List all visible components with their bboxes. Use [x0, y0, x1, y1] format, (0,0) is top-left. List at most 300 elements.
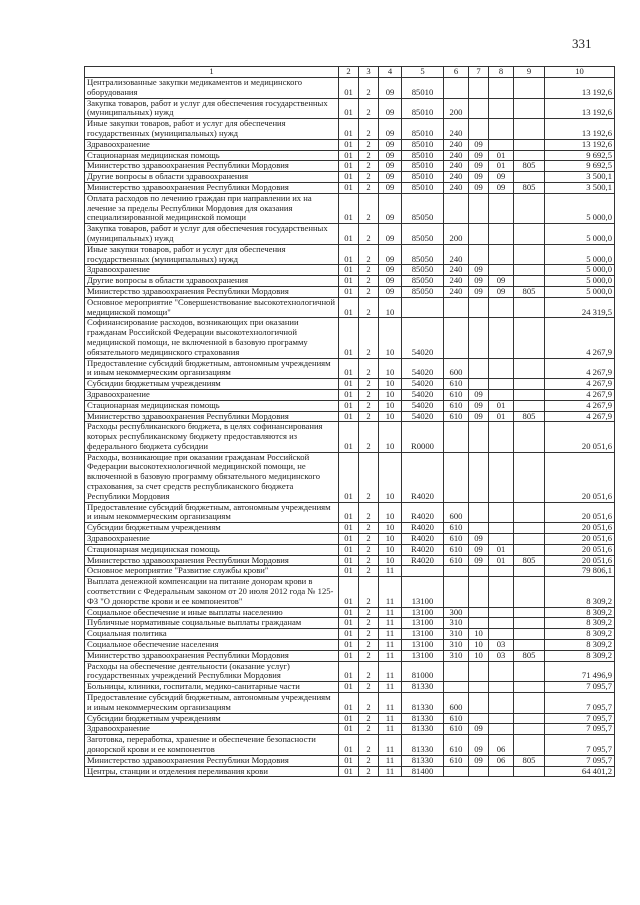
- code-subsection: [489, 139, 514, 150]
- code-section: [469, 297, 489, 318]
- code-section: [469, 661, 489, 682]
- code-expense-type: [444, 452, 469, 502]
- code-event: 11: [379, 713, 402, 724]
- code-direction: 81400: [402, 766, 444, 777]
- code-program: 01: [339, 379, 359, 390]
- code-subprogram: 2: [359, 411, 379, 422]
- code-direction: 85050: [402, 276, 444, 287]
- code-direction: 54020: [402, 379, 444, 390]
- table-row: [85, 244, 615, 265]
- code-section: 09: [469, 400, 489, 411]
- code-direction: 81330: [402, 755, 444, 766]
- code-direction: 54020: [402, 358, 444, 379]
- amount: 20 051,6: [545, 534, 615, 545]
- code-section: [469, 682, 489, 693]
- code-subprogram: 2: [359, 607, 379, 618]
- code-section: 09: [469, 286, 489, 297]
- code-ministry: [514, 265, 545, 276]
- code-section: 09: [469, 724, 489, 735]
- code-program: 01: [339, 724, 359, 735]
- code-event: 09: [379, 150, 402, 161]
- table-row: [85, 411, 615, 422]
- code-subsection: [489, 297, 514, 318]
- code-subsection: [489, 265, 514, 276]
- amount: 8 309,2: [545, 618, 615, 629]
- code-direction: 54020: [402, 400, 444, 411]
- row-name: Субсидии бюджетным учреждениям: [85, 379, 339, 390]
- code-subprogram: 2: [359, 286, 379, 297]
- row-name: Иные закупки товаров, работ и услуг для обеспечения государственных (муниципальных) нужд: [85, 119, 339, 140]
- code-event: 11: [379, 618, 402, 629]
- amount: 20 051,6: [545, 544, 615, 555]
- code-program: 01: [339, 544, 359, 555]
- code-program: 01: [339, 555, 359, 566]
- code-event: 11: [379, 755, 402, 766]
- code-subsection: 01: [489, 555, 514, 566]
- code-direction: 85010: [402, 150, 444, 161]
- code-direction: 54020: [402, 318, 444, 358]
- code-subsection: 01: [489, 544, 514, 555]
- code-ministry: [514, 682, 545, 693]
- code-subsection: [489, 724, 514, 735]
- code-ministry: [514, 640, 545, 651]
- code-expense-type: [444, 193, 469, 223]
- code-subsection: 09: [489, 182, 514, 193]
- code-program: 01: [339, 618, 359, 629]
- code-ministry: [514, 534, 545, 545]
- code-event: 10: [379, 411, 402, 422]
- code-expense-type: 610: [444, 544, 469, 555]
- column-header: 2: [339, 67, 359, 78]
- table-row: [85, 523, 615, 534]
- table-row: [85, 318, 615, 358]
- code-section: [469, 577, 489, 607]
- code-program: 01: [339, 400, 359, 411]
- code-subsection: 03: [489, 640, 514, 651]
- code-ministry: [514, 244, 545, 265]
- code-event: 10: [379, 318, 402, 358]
- code-ministry: [514, 713, 545, 724]
- code-expense-type: 600: [444, 358, 469, 379]
- code-direction: 85010: [402, 98, 444, 119]
- code-ministry: [514, 577, 545, 607]
- amount: 8 309,2: [545, 607, 615, 618]
- code-ministry: [514, 98, 545, 119]
- code-direction: 85050: [402, 193, 444, 223]
- row-name: Публичные нормативные социальные выплаты гражданам: [85, 618, 339, 629]
- amount: 20 051,6: [545, 452, 615, 502]
- code-expense-type: [444, 577, 469, 607]
- code-expense-type: 310: [444, 618, 469, 629]
- row-name: Министерство здравоохранения Республики Мордовия: [85, 650, 339, 661]
- amount: 8 309,2: [545, 650, 615, 661]
- code-expense-type: 610: [444, 724, 469, 735]
- code-subsection: [489, 682, 514, 693]
- amount: 8 309,2: [545, 629, 615, 640]
- code-ministry: [514, 607, 545, 618]
- code-section: [469, 618, 489, 629]
- code-event: 10: [379, 422, 402, 452]
- code-subsection: [489, 502, 514, 523]
- code-event: 10: [379, 297, 402, 318]
- amount: 64 401,2: [545, 766, 615, 777]
- amount: 7 095,7: [545, 713, 615, 724]
- code-subsection: 09: [489, 286, 514, 297]
- row-name: Основное мероприятие "Совершенствование высокотехнологичной медицинской помощи": [85, 297, 339, 318]
- code-program: 01: [339, 682, 359, 693]
- code-section: 10: [469, 629, 489, 640]
- code-subprogram: 2: [359, 766, 379, 777]
- code-ministry: 805: [514, 286, 545, 297]
- table-row: [85, 182, 615, 193]
- row-name: Другие вопросы в области здравоохранения: [85, 172, 339, 183]
- code-direction: 85010: [402, 139, 444, 150]
- code-section: [469, 523, 489, 534]
- code-section: 09: [469, 265, 489, 276]
- code-direction: 13100: [402, 618, 444, 629]
- code-subsection: 09: [489, 172, 514, 183]
- amount: 3 500,1: [545, 172, 615, 183]
- code-section: [469, 607, 489, 618]
- code-program: 01: [339, 224, 359, 245]
- code-direction: 81330: [402, 693, 444, 714]
- row-name: Софинансирование расходов, возникающих при оказании гражданам Российской Федерации высокотехнологичной медицинской помощи, не включенной в базовую программу обязательного медицинского страхования: [85, 318, 339, 358]
- amount: 7 095,7: [545, 682, 615, 693]
- code-direction: R0000: [402, 422, 444, 452]
- code-subprogram: 2: [359, 276, 379, 287]
- code-ministry: [514, 150, 545, 161]
- code-subsection: [489, 379, 514, 390]
- code-section: 09: [469, 555, 489, 566]
- code-direction: 85010: [402, 172, 444, 183]
- table-header-row: [85, 67, 615, 78]
- table-row: [85, 735, 615, 756]
- code-section: 09: [469, 411, 489, 422]
- code-program: 01: [339, 78, 359, 99]
- code-program: 01: [339, 318, 359, 358]
- code-expense-type: 610: [444, 755, 469, 766]
- code-program: 01: [339, 411, 359, 422]
- amount: 13 192,6: [545, 139, 615, 150]
- amount: 4 267,9: [545, 400, 615, 411]
- code-ministry: [514, 78, 545, 99]
- code-expense-type: [444, 318, 469, 358]
- row-name: Стационарная медицинская помощь: [85, 150, 339, 161]
- code-subsection: [489, 566, 514, 577]
- code-subprogram: 2: [359, 297, 379, 318]
- row-name: Стационарная медицинская помощь: [85, 400, 339, 411]
- code-section: [469, 98, 489, 119]
- code-section: 09: [469, 182, 489, 193]
- code-event: 11: [379, 640, 402, 651]
- code-event: 09: [379, 161, 402, 172]
- row-name: Здравоохранение: [85, 265, 339, 276]
- code-program: 01: [339, 119, 359, 140]
- code-ministry: 805: [514, 161, 545, 172]
- code-subprogram: 2: [359, 724, 379, 735]
- code-direction: 13100: [402, 577, 444, 607]
- code-program: 01: [339, 297, 359, 318]
- amount: 8 309,2: [545, 640, 615, 651]
- code-direction: 85050: [402, 265, 444, 276]
- code-expense-type: [444, 422, 469, 452]
- column-header: 9: [514, 67, 545, 78]
- code-section: [469, 379, 489, 390]
- code-direction: 81330: [402, 735, 444, 756]
- code-subsection: [489, 119, 514, 140]
- code-subprogram: 2: [359, 389, 379, 400]
- code-subprogram: 2: [359, 422, 379, 452]
- row-name: Заготовка, переработка, хранение и обеспечение безопасности донорской крови и ее компонентов: [85, 735, 339, 756]
- code-event: 10: [379, 523, 402, 534]
- row-name: Социальная политика: [85, 629, 339, 640]
- code-event: 09: [379, 193, 402, 223]
- code-direction: 85010: [402, 182, 444, 193]
- code-event: 11: [379, 735, 402, 756]
- code-subsection: [489, 607, 514, 618]
- code-ministry: 805: [514, 755, 545, 766]
- code-subsection: [489, 389, 514, 400]
- row-name: Министерство здравоохранения Республики Мордовия: [85, 182, 339, 193]
- row-name: Закупка товаров, работ и услуг для обеспечения государственных (муниципальных) нужд: [85, 98, 339, 119]
- code-ministry: [514, 502, 545, 523]
- code-program: 01: [339, 389, 359, 400]
- code-subprogram: 2: [359, 98, 379, 119]
- code-subsection: [489, 318, 514, 358]
- code-program: 01: [339, 534, 359, 545]
- code-section: [469, 566, 489, 577]
- code-ministry: [514, 297, 545, 318]
- column-header: 3: [359, 67, 379, 78]
- code-expense-type: 610: [444, 400, 469, 411]
- code-event: 09: [379, 224, 402, 245]
- code-ministry: [514, 661, 545, 682]
- code-event: 09: [379, 182, 402, 193]
- code-program: 01: [339, 523, 359, 534]
- code-subprogram: 2: [359, 650, 379, 661]
- code-ministry: [514, 629, 545, 640]
- code-direction: 13100: [402, 640, 444, 651]
- code-program: 01: [339, 286, 359, 297]
- code-expense-type: 200: [444, 98, 469, 119]
- amount: 4 267,9: [545, 379, 615, 390]
- amount: 13 192,6: [545, 78, 615, 99]
- amount: 79 806,1: [545, 566, 615, 577]
- row-name: Выплата денежной компенсации на питание донорам крови в соответствии с Федеральным законом от 20 июля 2012 года № 125-ФЗ "О донорстве крови и ее компонентов": [85, 577, 339, 607]
- amount: 20 051,6: [545, 523, 615, 534]
- code-subsection: [489, 693, 514, 714]
- code-subprogram: 2: [359, 544, 379, 555]
- code-subsection: [489, 523, 514, 534]
- code-direction: R4020: [402, 534, 444, 545]
- code-subsection: [489, 224, 514, 245]
- row-name: Министерство здравоохранения Республики Мордовия: [85, 286, 339, 297]
- code-expense-type: 240: [444, 119, 469, 140]
- code-direction: R4020: [402, 523, 444, 534]
- code-event: 10: [379, 534, 402, 545]
- code-expense-type: 300: [444, 607, 469, 618]
- code-ministry: [514, 566, 545, 577]
- row-name: Стационарная медицинская помощь: [85, 544, 339, 555]
- amount: 7 095,7: [545, 735, 615, 756]
- code-section: 09: [469, 150, 489, 161]
- code-subprogram: 2: [359, 682, 379, 693]
- code-section: [469, 244, 489, 265]
- table-row: [85, 150, 615, 161]
- code-subprogram: 2: [359, 555, 379, 566]
- code-ministry: [514, 119, 545, 140]
- code-program: 01: [339, 502, 359, 523]
- code-expense-type: [444, 682, 469, 693]
- row-name: Здравоохранение: [85, 139, 339, 150]
- table-row: [85, 193, 615, 223]
- code-program: 01: [339, 244, 359, 265]
- code-event: 09: [379, 98, 402, 119]
- column-header: 6: [444, 67, 469, 78]
- code-subprogram: 2: [359, 566, 379, 577]
- code-subsection: [489, 713, 514, 724]
- amount: 9 692,5: [545, 161, 615, 172]
- code-direction: R4020: [402, 555, 444, 566]
- code-subprogram: 2: [359, 318, 379, 358]
- code-expense-type: [444, 297, 469, 318]
- code-ministry: [514, 193, 545, 223]
- code-expense-type: 610: [444, 713, 469, 724]
- amount: 8 309,2: [545, 577, 615, 607]
- code-expense-type: 200: [444, 224, 469, 245]
- code-event: 11: [379, 566, 402, 577]
- code-ministry: [514, 693, 545, 714]
- code-direction: 85050: [402, 286, 444, 297]
- table-row: [85, 139, 615, 150]
- amount: 3 500,1: [545, 182, 615, 193]
- code-subsection: [489, 244, 514, 265]
- code-ministry: [514, 389, 545, 400]
- amount: 4 267,9: [545, 411, 615, 422]
- table-row: [85, 400, 615, 411]
- code-expense-type: 610: [444, 379, 469, 390]
- code-ministry: 805: [514, 411, 545, 422]
- row-name: Здравоохранение: [85, 534, 339, 545]
- table-row: [85, 713, 615, 724]
- code-subprogram: 2: [359, 661, 379, 682]
- code-program: 01: [339, 661, 359, 682]
- table-row: [85, 119, 615, 140]
- code-event: 09: [379, 286, 402, 297]
- code-expense-type: [444, 661, 469, 682]
- amount: 7 095,7: [545, 755, 615, 766]
- row-name: Социальное обеспечение и иные выплаты населению: [85, 607, 339, 618]
- code-event: 09: [379, 172, 402, 183]
- code-expense-type: 610: [444, 389, 469, 400]
- code-program: 01: [339, 650, 359, 661]
- code-section: [469, 119, 489, 140]
- code-subsection: [489, 422, 514, 452]
- table-row: [85, 161, 615, 172]
- code-section: [469, 766, 489, 777]
- table-row: [85, 555, 615, 566]
- code-ministry: [514, 139, 545, 150]
- amount: 5 000,0: [545, 244, 615, 265]
- row-name: Субсидии бюджетным учреждениям: [85, 713, 339, 724]
- row-name: Иные закупки товаров, работ и услуг для обеспечения государственных (муниципальных) нужд: [85, 244, 339, 265]
- code-direction: 81330: [402, 724, 444, 735]
- code-section: 09: [469, 755, 489, 766]
- code-subprogram: 2: [359, 119, 379, 140]
- amount: 13 192,6: [545, 119, 615, 140]
- code-ministry: [514, 452, 545, 502]
- code-event: 10: [379, 502, 402, 523]
- code-section: [469, 502, 489, 523]
- code-event: 09: [379, 139, 402, 150]
- code-section: [469, 713, 489, 724]
- row-name: Закупка товаров, работ и услуг для обеспечения государственных (муниципальных) нужд: [85, 224, 339, 245]
- code-subsection: [489, 766, 514, 777]
- code-ministry: 805: [514, 555, 545, 566]
- code-direction: 13100: [402, 629, 444, 640]
- code-event: 11: [379, 629, 402, 640]
- code-subsection: 01: [489, 150, 514, 161]
- row-name: Министерство здравоохранения Республики Мордовия: [85, 161, 339, 172]
- code-expense-type: 310: [444, 650, 469, 661]
- code-event: 10: [379, 358, 402, 379]
- code-ministry: [514, 735, 545, 756]
- code-ministry: [514, 523, 545, 534]
- code-program: 01: [339, 607, 359, 618]
- table-row: [85, 297, 615, 318]
- column-header: 5: [402, 67, 444, 78]
- code-direction: R4020: [402, 502, 444, 523]
- code-subprogram: 2: [359, 452, 379, 502]
- code-subprogram: 2: [359, 244, 379, 265]
- amount: 20 051,6: [545, 502, 615, 523]
- code-direction: 13100: [402, 607, 444, 618]
- code-program: 01: [339, 577, 359, 607]
- row-name: Больницы, клиники, госпитали, медико-санитарные части: [85, 682, 339, 693]
- row-name: Предоставление субсидий бюджетным, автономным учреждениям и иным некоммерческим организациям: [85, 502, 339, 523]
- code-subprogram: 2: [359, 523, 379, 534]
- code-direction: 54020: [402, 411, 444, 422]
- code-subsection: 01: [489, 411, 514, 422]
- amount: 9 692,5: [545, 150, 615, 161]
- code-program: 01: [339, 161, 359, 172]
- code-event: 09: [379, 244, 402, 265]
- code-event: 10: [379, 555, 402, 566]
- table-row: [85, 286, 615, 297]
- table-row: [85, 577, 615, 607]
- table-row: [85, 452, 615, 502]
- code-subprogram: 2: [359, 735, 379, 756]
- code-subsection: [489, 618, 514, 629]
- code-expense-type: 610: [444, 555, 469, 566]
- code-subsection: [489, 629, 514, 640]
- code-program: 01: [339, 265, 359, 276]
- code-expense-type: [444, 78, 469, 99]
- code-direction: 81330: [402, 713, 444, 724]
- code-expense-type: 610: [444, 735, 469, 756]
- table-row: [85, 693, 615, 714]
- code-subprogram: 2: [359, 577, 379, 607]
- table-row: [85, 265, 615, 276]
- code-direction: 85050: [402, 224, 444, 245]
- code-subprogram: 2: [359, 358, 379, 379]
- amount: 20 051,6: [545, 555, 615, 566]
- row-name: Министерство здравоохранения Республики Мордовия: [85, 555, 339, 566]
- code-program: 01: [339, 276, 359, 287]
- code-subprogram: 2: [359, 182, 379, 193]
- code-section: [469, 224, 489, 245]
- code-expense-type: [444, 766, 469, 777]
